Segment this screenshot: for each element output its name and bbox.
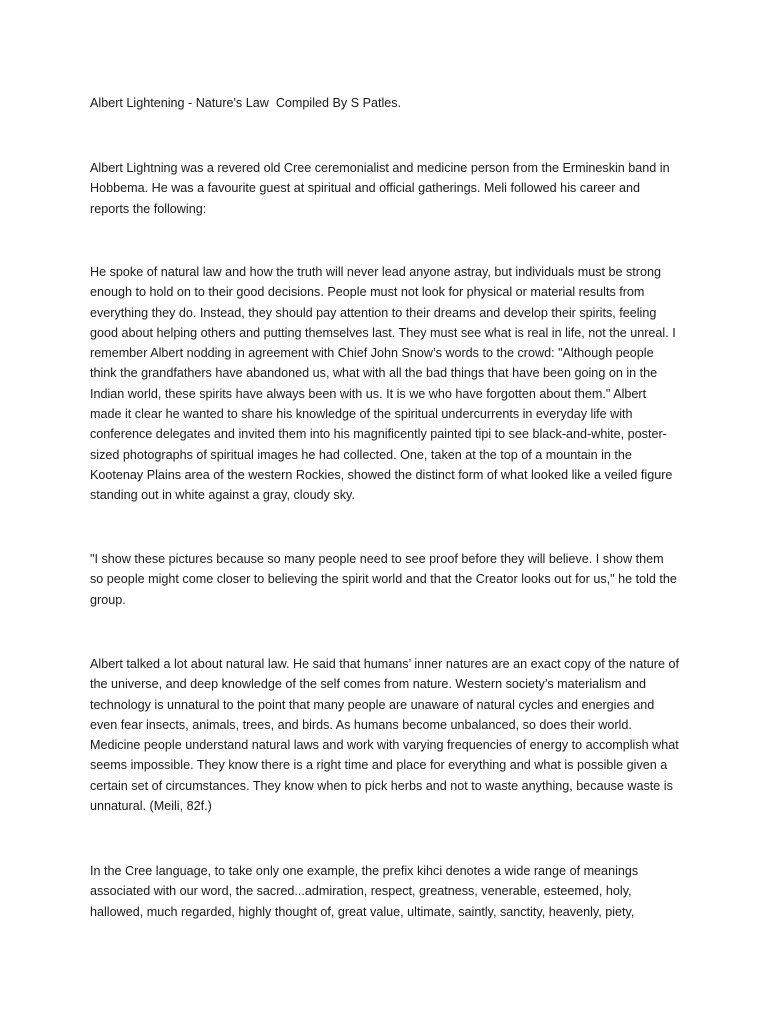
paragraph-quote: "I show these pictures because so many people need to see proof before they will believe. I show them so people might come closer to believing the spirit world and that the Creator looks out for us," he told the group. (90, 552, 677, 607)
document-title: Albert Lightening - Nature's Law Compiled By S Patles. (90, 96, 402, 110)
paragraph-inner-nature: Albert talked a lot about natural law. He said that humans’ inner natures are an exact copy of the nature of the universe, and deep knowledge of the self comes from nature. Western society’s materialism and technology is unnatural to the point that many people are unaware of natural cycles and energies and even fear insects, animals, trees, and birds. As humans become unbalanced, so does their world. Medicine people understand natural laws and work with varying frequencies of energy to accomplish what seems impossible. They know there is a right time and place for everything and what is possible given a certain set of circumstances. They know when to pick herbs and not to waste anything, because waste is unnatural. (Meili, 82f.) (90, 657, 679, 814)
paragraph-intro: Albert Lightning was a revered old Cree ceremonialist and medicine person from the Ermineskin band in Hobbema. He was a favourite guest at spiritual and official gatherings. Meli followed his career and reports the following: (90, 161, 670, 216)
paragraph-natural-law: He spoke of natural law and how the truth will never lead anyone astray, but individuals must be strong enough to hold on to their good decisions. People must not look for physical or material results from everything they do. Instead, they should pay attention to their dreams and develop their spirits, feeling good about helping others and putting themselves last. They must see what is real in life, not the unreal. I remember Albert nodding in agreement with Chief John Snow’s words to the crowd: "Although people think the grandfathers have abandoned us, what with all the bad things that have been going on in the Indian world, these spirits have always been with us. It is we who have forgotten about them." Albert made it clear he wanted to share his knowledge of the spiritual undercurrents in everyday life with conference delegates and invited them into his magnificently painted tipi to see black-and-white, poster-sized photographs of spiritual images he had collected. One, taken at the top of a mountain in the Kootenay Plains area of the western Rockies, showed the distinct form of what looked like a veiled figure standing out in white against a gray, cloudy sky. (90, 265, 676, 503)
paragraph-cree-language: In the Cree language, to take only one example, the prefix kihci denotes a wide range of meanings associated with our word, the sacred...admiration, respect, greatness, venerable, esteemed, holy, hallowed, much regarded, highly thought of, great value, ultimate, saintly, sanctity, heavenly, piety, (90, 864, 639, 919)
